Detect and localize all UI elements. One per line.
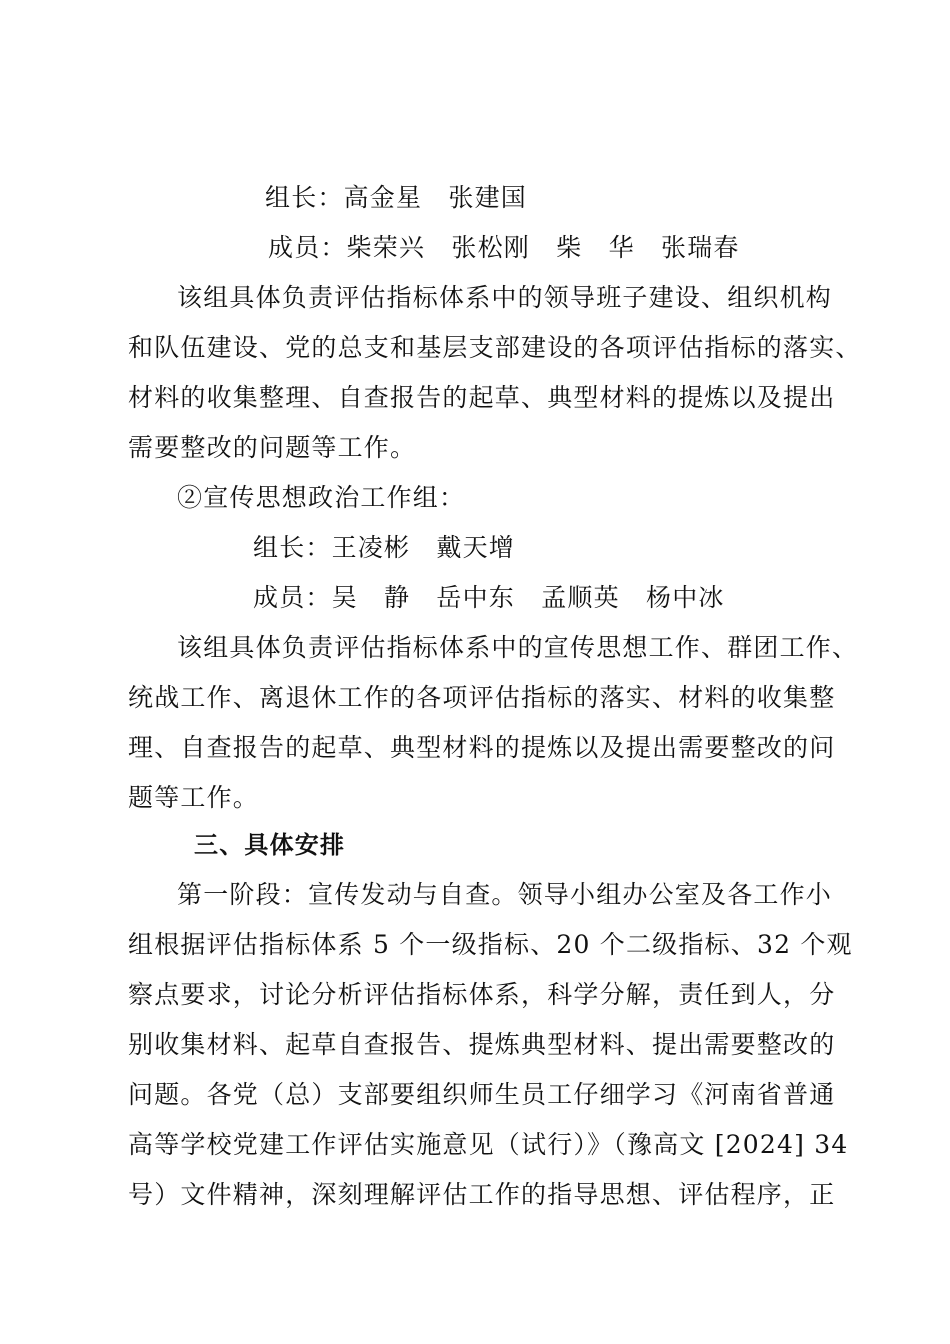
- paragraph-line: 题等工作。: [128, 783, 260, 812]
- section-heading: 三、具体安排: [194, 831, 346, 859]
- paragraph-line: 组根据评估指标体系 5 个一级指标、20 个二级指标、32 个观: [128, 930, 853, 959]
- paragraph-line: 理、自查报告的起草、典型材料的提炼以及提出需要整改的问: [128, 733, 836, 762]
- group2-members-line: 成员：吴 静 岳中东 孟顺英 杨中冰: [253, 583, 725, 612]
- group1-members-line: 成员：柴荣兴 张松刚 柴 华 张瑞春: [268, 233, 740, 262]
- paragraph-line: 需要整改的问题等工作。: [128, 433, 417, 462]
- paragraph-line: 高等学校党建工作评估实施意见（试行）》（豫高文 [2024] 34: [128, 1130, 849, 1159]
- paragraph-line: 第一阶段：宣传发动与自查。领导小组办公室及各工作小: [177, 880, 833, 909]
- paragraph-line: 问题。各党（总）支部要组织师生员工仔细学习《河南省普通: [128, 1080, 836, 1109]
- paragraph-line: 察点要求，讨论分析评估指标体系，科学分解，责任到人，分: [128, 980, 836, 1009]
- paragraph-line: 该组具体负责评估指标体系中的领导班子建设、组织机构: [177, 283, 833, 312]
- paragraph-line: 号）文件精神，深刻理解评估工作的指导思想、评估程序，正: [128, 1180, 836, 1209]
- paragraph-line: 统战工作、离退休工作的各项评估指标的落实、材料的收集整: [128, 683, 836, 712]
- paragraph-line: 该组具体负责评估指标体系中的宣传思想工作、群团工作、: [177, 633, 859, 662]
- paragraph-line: 和队伍建设、党的总支和基层支部建设的各项评估指标的落实、: [128, 333, 862, 362]
- paragraph-line: 材料的收集整理、自查报告的起草、典型材料的提炼以及提出: [128, 383, 836, 412]
- paragraph-line: 别收集材料、起草自查报告、提炼典型材料、提出需要整改的: [128, 1030, 836, 1059]
- group1-leader-line: 组长：高金星 张建国: [265, 183, 528, 212]
- group2-title-line: ②宣传思想政治工作组：: [177, 483, 466, 512]
- group2-leader-line: 组长：王凌彬 戴天增: [253, 533, 516, 562]
